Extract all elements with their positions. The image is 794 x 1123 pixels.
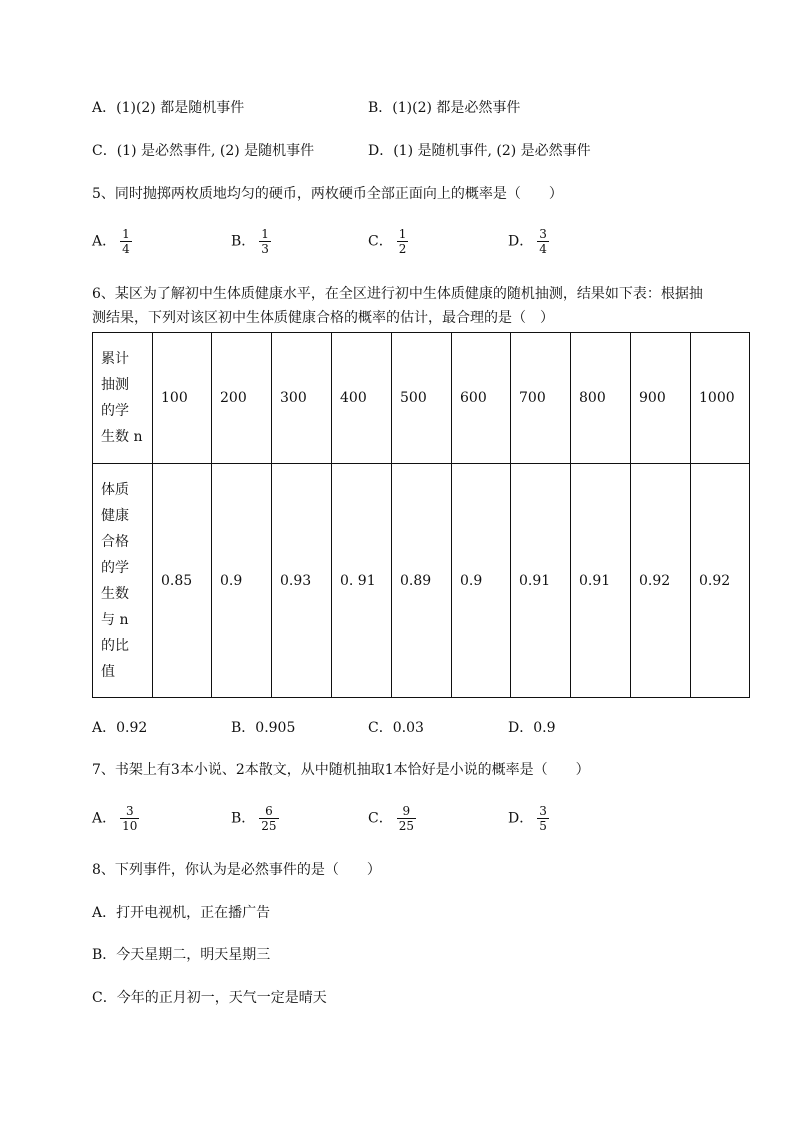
q7-option-b: B． $\frac{6}{25}$	[231, 804, 277, 833]
header-line: 值	[101, 663, 115, 680]
table-cell: 0.91	[511, 464, 571, 698]
q7-stem: 7、书架上有3本小说、2本散文，从中随机抽取1本恰好是小说的概率是（ ）	[92, 762, 590, 778]
table-cell: 600	[452, 333, 511, 464]
table-cell: 500	[392, 333, 452, 464]
table-cell: 0.92	[631, 464, 691, 698]
table-cell: 0.9	[452, 464, 511, 698]
table-cell: 0. 91	[332, 464, 392, 698]
table-cell: 0.91	[571, 464, 631, 698]
q8-option-a: A．打开电视机，正在播广告	[92, 905, 271, 921]
table-cell: 0.93	[272, 464, 332, 698]
table-cell: 400	[332, 333, 392, 464]
q5-stem: 5、同时抛掷两枚质地均匀的硬币，两枚硬币全部正面向上的概率是（ ）	[92, 186, 563, 202]
table-cell: 0.92	[691, 464, 750, 698]
table-cell: 300	[272, 333, 332, 464]
q6-stem-line1: 6、某区为了解初中生体质健康水平，在全区进行初中生体质健康的随机抽测，结果如下表：根据抽	[92, 286, 703, 302]
table-cell: 0.9	[212, 464, 272, 698]
header-line: 的学	[101, 403, 129, 419]
q7-option-c: C． $\frac{9}{25}$	[368, 804, 414, 833]
header-line: 生数 n	[101, 429, 143, 445]
q4-option-c: C．(1) 是必然事件, (2) 是随机事件	[92, 143, 315, 159]
q6-option-d: D．0.9	[508, 720, 556, 736]
table-cell: 200	[212, 333, 272, 464]
table-row-header	[93, 333, 153, 464]
q4-option-b: B．(1)(2) 都是必然事件	[368, 100, 521, 116]
header-line: 抽测	[101, 377, 129, 393]
q8-stem: 8、下列事件，你认为是必然事件的是（ ）	[92, 862, 381, 878]
q5-option-a: A． $\frac{1}{4}$	[92, 227, 130, 256]
q7-option-a: A． $\frac{3}{10}$	[92, 804, 138, 833]
table-row-sample-size	[93, 333, 750, 464]
q6-option-a: A．0.92	[92, 720, 148, 736]
table-cell: 1000	[691, 333, 750, 464]
q6-option-c: C．0.03	[368, 720, 424, 736]
q4-option-d: D．(1) 是随机事件, (2) 是必然事件	[368, 143, 591, 159]
table-cell: 900	[631, 333, 691, 464]
table-cell: 0.89	[392, 464, 452, 698]
table-row-header	[93, 464, 153, 698]
table-row-ratio	[93, 464, 750, 698]
table-cell: 0.85	[153, 464, 212, 698]
header-line: 的比	[101, 637, 129, 654]
header-line: 合格	[101, 533, 129, 550]
table-cell: 800	[571, 333, 631, 464]
q4-option-a: A．(1)(2) 都是随机事件	[92, 100, 245, 116]
q5-option-b: B． $\frac{1}{3}$	[231, 227, 269, 256]
q6-option-b: B．0.905	[231, 720, 296, 736]
q5-option-c: C． $\frac{1}{2}$	[368, 227, 407, 256]
header-line: 的学	[101, 559, 129, 576]
q8-option-c: C．今年的正月初一，天气一定是晴天	[92, 990, 327, 1006]
table-cell: 100	[153, 333, 212, 464]
header-line: 生数	[101, 585, 129, 602]
q6-stem-line2: 测结果，下列对该区初中生体质健康合格的概率的估计，最合理的是（ ）	[92, 310, 554, 326]
q6-data-table	[92, 332, 750, 698]
q5-option-d: D． $\frac{3}{4}$	[508, 227, 547, 256]
header-line: 体质	[101, 481, 129, 498]
q7-option-d: D． $\frac{3}{5}$	[508, 804, 547, 833]
table-cell: 700	[511, 333, 571, 464]
header-line: 与 n	[101, 611, 129, 628]
header-line: 健康	[101, 507, 129, 524]
header-line: 累计	[101, 351, 129, 367]
q8-option-b: B．今天星期二，明天星期三	[92, 947, 271, 963]
